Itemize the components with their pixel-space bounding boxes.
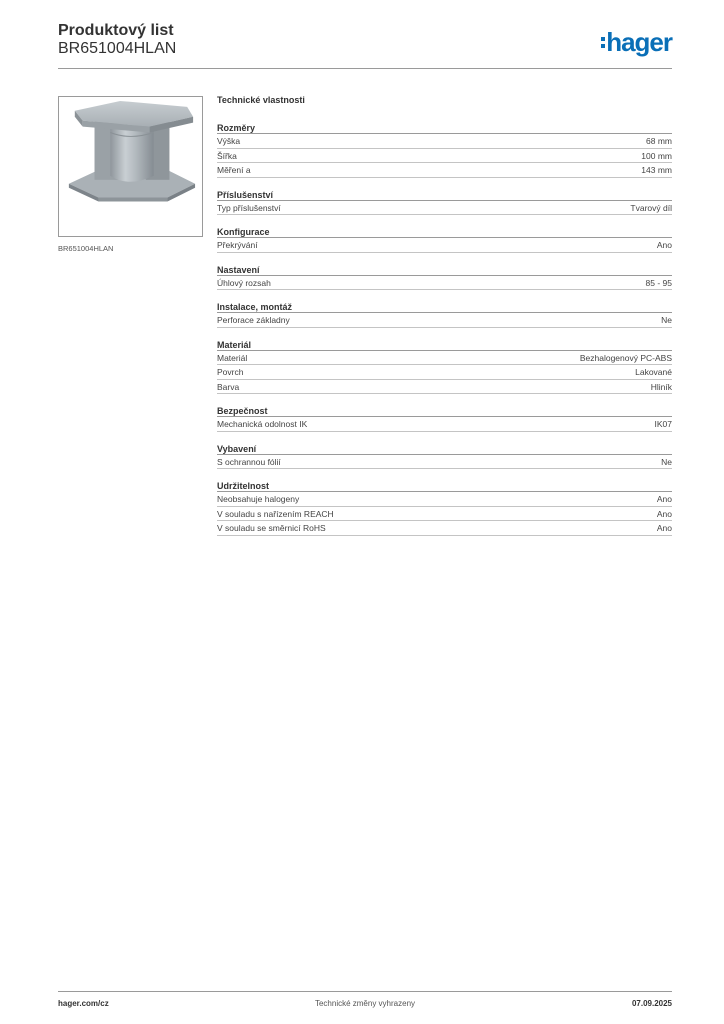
spec-value: Ano bbox=[656, 494, 672, 504]
document-title: Produktový list bbox=[58, 22, 174, 39]
spec-value: Ne bbox=[661, 315, 672, 325]
logo-dots-icon bbox=[601, 37, 605, 48]
logo-wordmark: hager bbox=[606, 27, 672, 57]
spec-value: Hliník bbox=[650, 381, 672, 392]
spec-section-dimensions bbox=[217, 122, 672, 178]
spec-label: Překrývání bbox=[217, 240, 258, 250]
corner-piece-illustration bbox=[59, 97, 202, 236]
section-title: Rozměry bbox=[217, 122, 672, 134]
technical-specs bbox=[217, 95, 672, 547]
spec-row bbox=[217, 455, 672, 470]
spec-section-safety bbox=[217, 405, 672, 432]
footer-notice: Technické změny vyhrazeny bbox=[314, 999, 416, 1008]
spec-value: IK07 bbox=[654, 419, 672, 429]
section-title: Udržitelnost bbox=[217, 480, 672, 492]
spec-label: Povrch bbox=[217, 367, 244, 377]
section-title: Příslušenství bbox=[217, 189, 672, 201]
spec-value: 100 mm bbox=[641, 150, 672, 161]
spec-value: Tvarový díl bbox=[630, 202, 672, 213]
spec-value: Ano bbox=[656, 508, 672, 519]
spec-row bbox=[217, 365, 672, 380]
spec-section-settings bbox=[217, 264, 672, 291]
section-title: Nastavení bbox=[217, 264, 672, 276]
spec-row bbox=[217, 201, 672, 216]
spec-label: Barva bbox=[217, 381, 240, 392]
product-reference: BR651004HLAN bbox=[58, 40, 177, 57]
spec-label: S ochrannou fólií bbox=[217, 456, 281, 467]
spec-value: Ano bbox=[656, 523, 672, 533]
section-title: Instalace, montáž bbox=[217, 301, 672, 313]
spec-row bbox=[217, 521, 672, 536]
spec-row bbox=[217, 380, 672, 395]
spec-value: Ne bbox=[661, 456, 672, 467]
spec-label: Šířka bbox=[217, 150, 237, 161]
hager-logo bbox=[601, 27, 672, 57]
section-title: Bezpečnost bbox=[217, 405, 672, 417]
spec-value: Ano bbox=[656, 240, 672, 250]
spec-value: 85 - 95 bbox=[645, 277, 672, 288]
spec-label: Perforace základny bbox=[217, 315, 290, 325]
spec-value: 143 mm bbox=[641, 165, 672, 175]
spec-row bbox=[217, 351, 672, 366]
page-footer bbox=[58, 991, 672, 1021]
spec-label: Materiál bbox=[217, 352, 248, 363]
spec-section-sustainability bbox=[217, 480, 672, 536]
spec-row bbox=[217, 149, 672, 164]
spec-label: Mechanická odolnost IK bbox=[217, 419, 308, 429]
spec-label: Úhlový rozsah bbox=[217, 277, 271, 288]
spec-section-installation bbox=[217, 301, 672, 328]
spec-label: Měření a bbox=[217, 165, 251, 175]
spec-label: Výška bbox=[217, 136, 241, 146]
footer-divider bbox=[58, 991, 672, 992]
spec-label: Typ příslušenství bbox=[217, 202, 281, 213]
spec-label: V souladu se směrnicí RoHS bbox=[217, 523, 326, 533]
spec-row bbox=[217, 507, 672, 522]
section-title: Vybavení bbox=[217, 443, 672, 455]
spec-row bbox=[217, 313, 672, 328]
spec-row bbox=[217, 238, 672, 253]
spec-section-equipment bbox=[217, 443, 672, 470]
page-header bbox=[58, 22, 672, 70]
spec-value: Bezhalogenový PC-ABS bbox=[579, 352, 672, 363]
spec-row bbox=[217, 163, 672, 178]
spec-row bbox=[217, 134, 672, 149]
spec-row bbox=[217, 276, 672, 291]
product-image bbox=[58, 96, 203, 237]
section-title: Materiál bbox=[217, 339, 672, 351]
footer-website-link[interactable]: hager.com/cz bbox=[58, 999, 109, 1008]
spec-label: V souladu s nařízením REACH bbox=[217, 508, 334, 519]
spec-value: Lakované bbox=[635, 367, 672, 377]
spec-section-configuration bbox=[217, 226, 672, 253]
spec-section-material bbox=[217, 339, 672, 395]
spec-value: 68 mm bbox=[646, 136, 672, 146]
section-title: Konfigurace bbox=[217, 226, 672, 238]
header-divider bbox=[58, 68, 672, 69]
specs-title: Technické vlastnosti bbox=[217, 95, 305, 105]
spec-label: Neobsahuje halogeny bbox=[217, 494, 300, 504]
spec-row bbox=[217, 417, 672, 432]
product-image-caption: BR651004HLAN bbox=[58, 244, 114, 253]
footer-date: 07.09.2025 bbox=[631, 999, 672, 1008]
spec-row bbox=[217, 492, 672, 507]
spec-section-accessories bbox=[217, 189, 672, 216]
